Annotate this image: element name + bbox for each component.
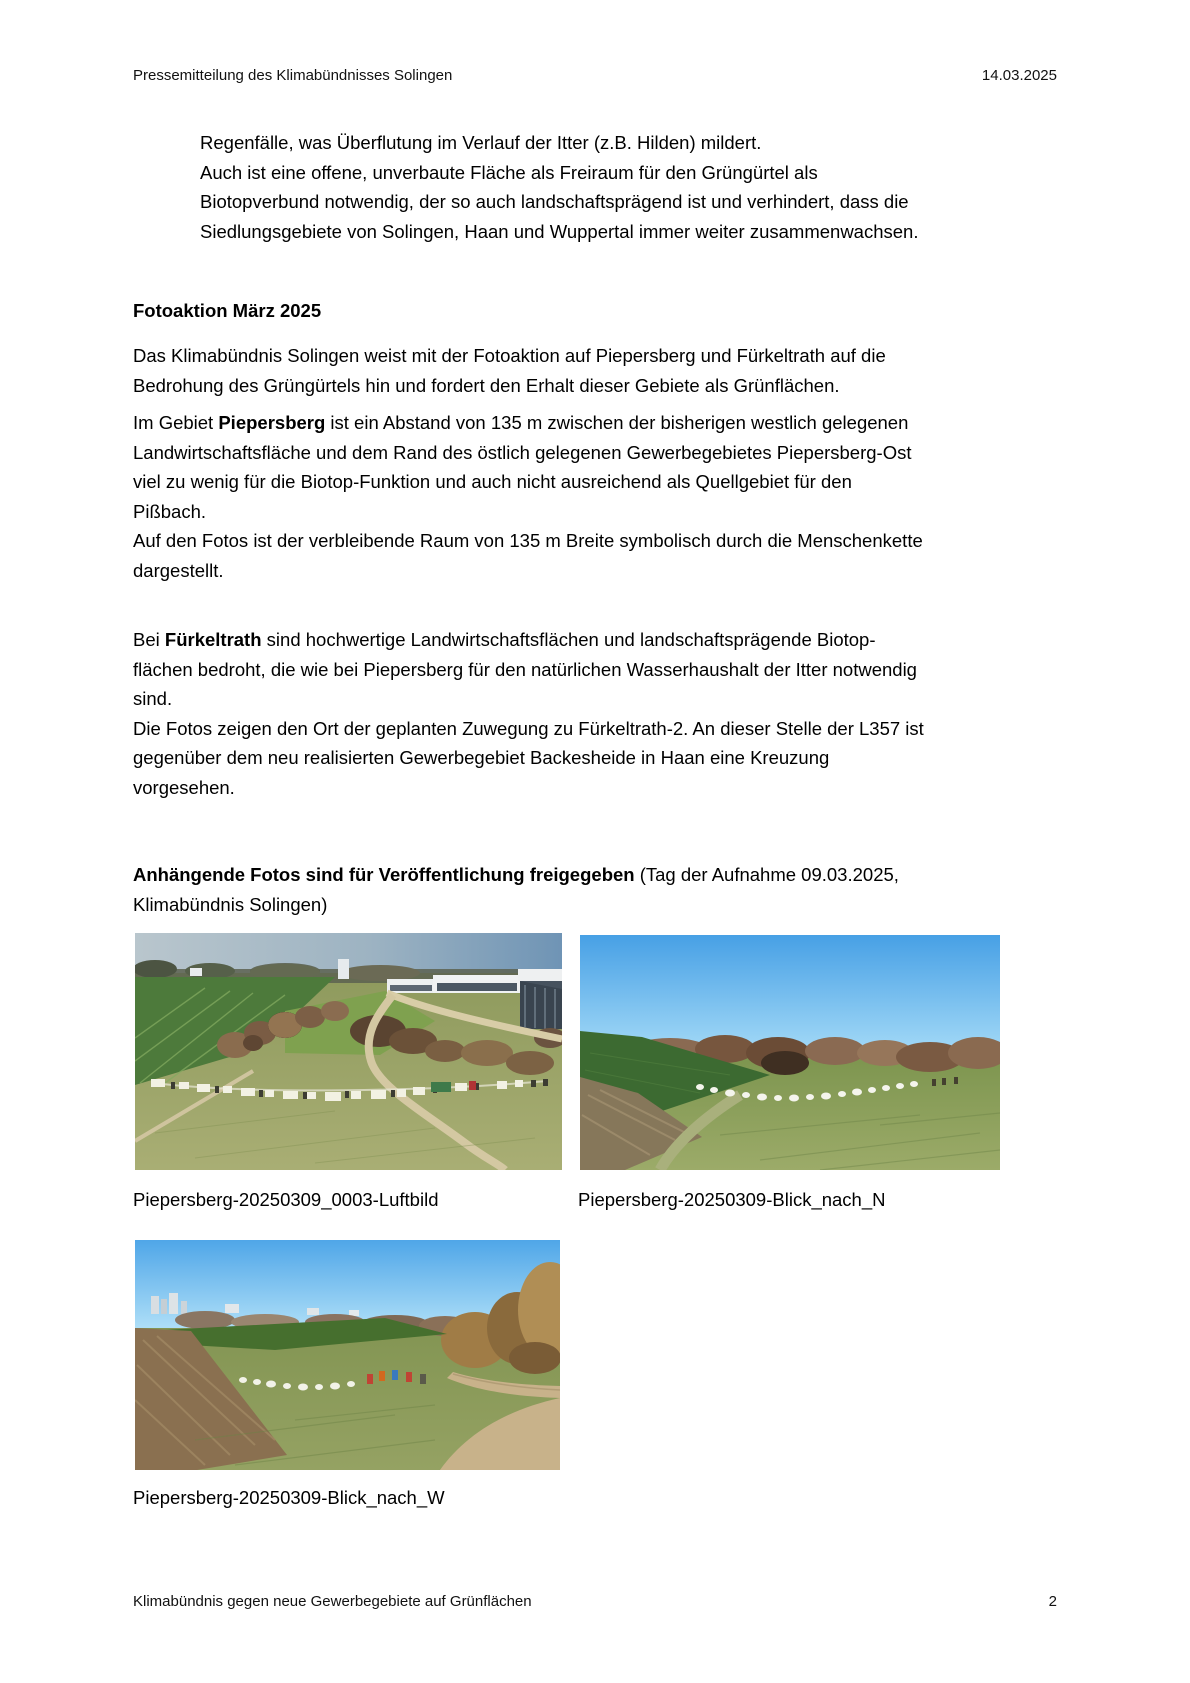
paragraph-piepersberg — [133, 408, 923, 585]
page-footer — [133, 1592, 1057, 1612]
paragraph-fotoaktion — [133, 341, 886, 400]
text-segment: (Tag der Aufnahme 09.03.2025, — [634, 864, 899, 885]
text-line: Das Klimabündnis Solingen weist mit der Fotoaktion auf Piepersberg und Fürkeltrath auf die — [133, 345, 886, 366]
photo-blick-nach-w-image — [135, 1240, 560, 1470]
photo-piepersberg-luftbild — [135, 933, 562, 1170]
text-segment: ist ein Abstand von 135 m zwischen der bisherigen westlich gelegenen — [325, 412, 909, 433]
text-line: Pißbach. — [133, 500, 207, 522]
paragraph-fuerkeltrath — [133, 625, 924, 802]
paragraph-release-note — [133, 860, 899, 919]
text-segment-bold: Anhängende Fotos sind für Veröffentlichung freigegeben — [133, 864, 635, 885]
text-line: Auch ist eine offene, unverbaute Fläche als Freiraum für den Grüngürtel als — [200, 161, 818, 183]
text-segment-bold: Piepersberg — [218, 412, 326, 433]
text-segment-bold: Fürkeltrath — [164, 629, 262, 650]
text-line: Landwirtschaftsfläche und dem Rand des östlich gelegenen Gewerbegebietes Piepersberg-Ost — [133, 441, 912, 463]
text-line: Die Fotos zeigen den Ort der geplanten Zuwegung zu Fürkeltrath-2. An dieser Stelle der L357 ist — [133, 717, 924, 739]
photo-blick-nach-n-image — [580, 935, 1000, 1170]
text-line: gegenüber dem neu realisierten Gewerbegebiet Backesheide in Haan eine Kreuzung — [133, 747, 830, 768]
page-header — [133, 66, 1057, 86]
photo-luftbild-image — [135, 933, 562, 1170]
photo-piepersberg-blick-nach-n — [580, 935, 1000, 1170]
text-line — [133, 625, 924, 655]
header-title: Pressemitteilung des Klimabündnisses Solingen — [133, 67, 453, 84]
text-segment: Im Gebiet — [133, 412, 219, 433]
text-segment: sind hochwertige Landwirtschaftsflächen und landschaftsprägende Biotop- — [261, 629, 876, 650]
text-line — [133, 860, 899, 890]
text-line — [133, 408, 923, 438]
photo-caption-blick-nach-w: Piepersberg-20250309-Blick_nach_W — [133, 1487, 445, 1508]
text-line: Regenfälle, was Überflutung im Verlauf der Itter (z.B. Hilden) mildert. — [200, 132, 762, 153]
photo-piepersberg-blick-nach-w — [135, 1240, 560, 1470]
text-line: flächen bedroht, die wie bei Piepersberg für den natürlichen Wasserhaushalt der Itter notwendig — [133, 658, 917, 680]
footer-title: Klimabündnis gegen neue Gewerbegebiete auf Grünflächen — [133, 1593, 532, 1610]
photo-caption-blick-nach-n: Piepersberg-20250309-Blick_nach_N — [578, 1189, 886, 1210]
photo-caption-luftbild: Piepersberg-20250309_0003-Luftbild — [133, 1189, 439, 1210]
text-line: Siedlungsgebiete von Solingen, Haan und Wuppertal immer weiter zusammenwachsen. — [200, 220, 919, 242]
text-line: viel zu wenig für die Biotop-Funktion und auch nicht ausreichend als Quellgebiet für den — [133, 471, 852, 492]
footer-page-number: 2 — [1048, 1593, 1057, 1610]
text-segment: Bei — [133, 629, 165, 650]
intro-paragraph — [200, 128, 918, 246]
text-line: Bedrohung des Grüngürtels hin und fordert den Erhalt dieser Gebiete als Grünflächen. — [133, 374, 840, 396]
text-line: Auf den Fotos ist der verbleibende Raum von 135 m Breite symbolisch durch die Menschenkette — [133, 530, 923, 551]
header-date: 14.03.2025 — [981, 67, 1057, 84]
text-line: dargestellt. — [133, 559, 224, 581]
text-line: Klimabündnis Solingen) — [133, 893, 328, 915]
section-heading: Fotoaktion März 2025 — [133, 300, 322, 321]
text-line: Biotopverbund notwendig, der so auch landschaftsprägend ist und verhindert, dass die — [200, 191, 909, 212]
text-line: sind. — [133, 688, 173, 709]
text-line: vorgesehen. — [133, 776, 235, 798]
